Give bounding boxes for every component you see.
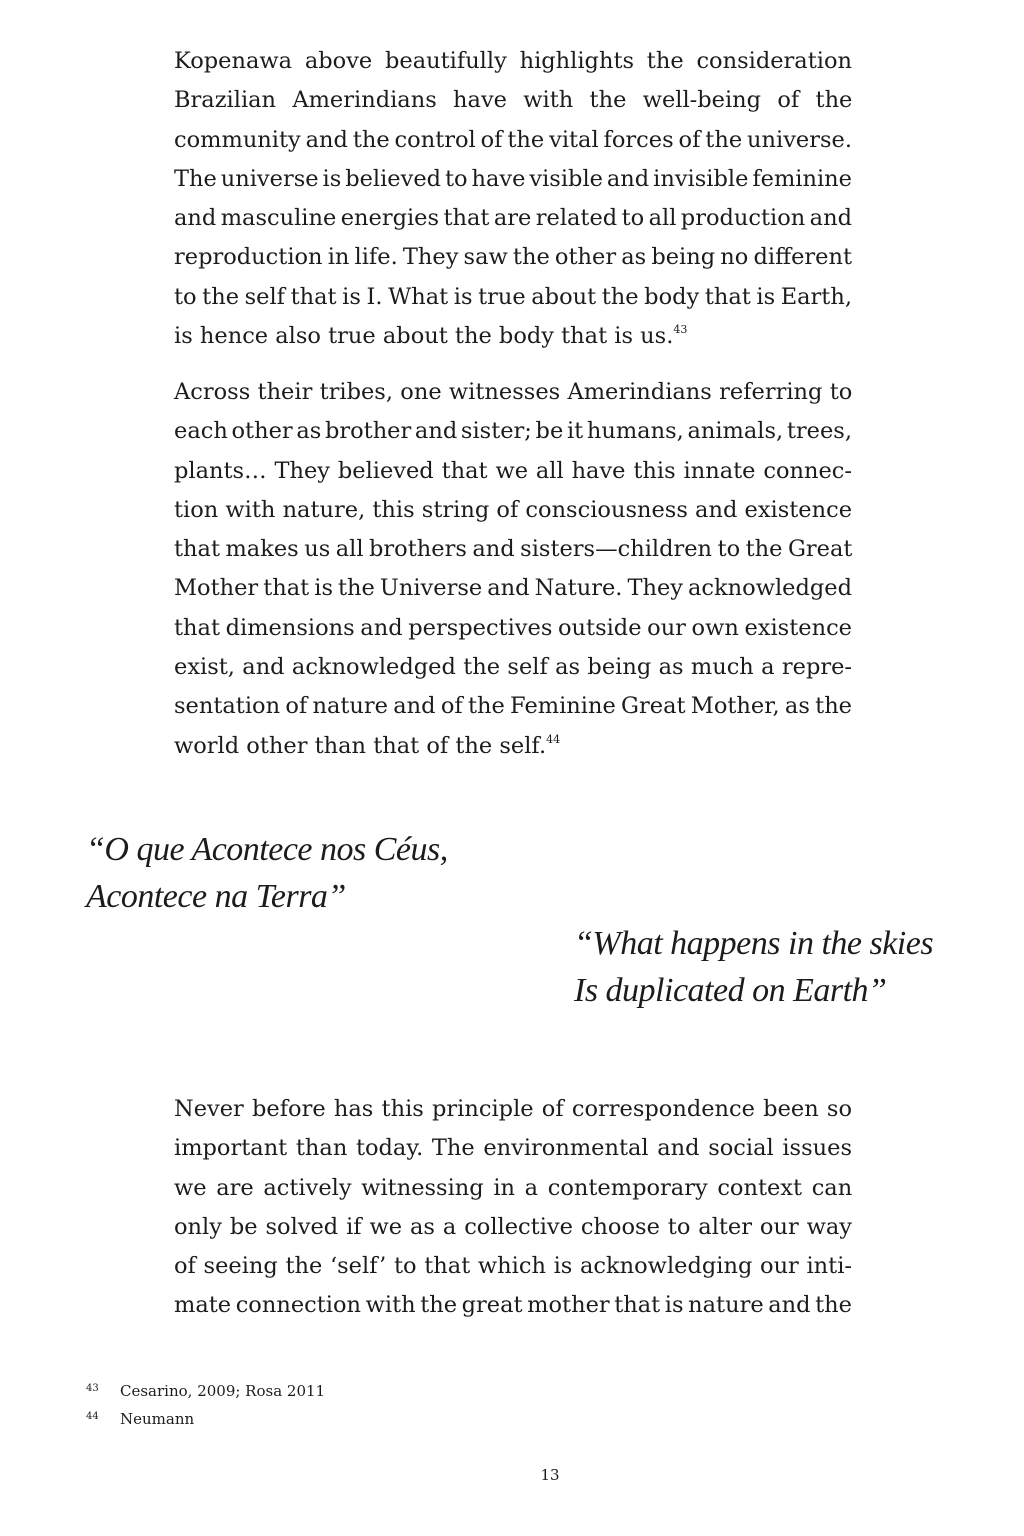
quote-line: Acontece na Terra”: [86, 878, 346, 915]
text-line: [174, 317, 852, 356]
text-line: that dimensions and perspectives outside our own existence: [174, 614, 852, 641]
text-line: [174, 727, 852, 766]
text-line: exist, and acknowledged the self as being as much a repre-: [174, 654, 853, 681]
quote-portuguese: [86, 826, 448, 920]
text-line-content: world other than that of the self.: [174, 732, 547, 759]
text-line: that makes us all brothers and sisters—children to the Great: [174, 536, 853, 563]
quote-line: Is duplicated on Earth”: [574, 972, 887, 1009]
text-line: plants… They believed that we all have this innate connec-: [174, 457, 852, 484]
text-line: important than today. The environmental and social issues: [174, 1135, 852, 1162]
text-line: reproduction in life. They saw the other as being no different: [174, 244, 852, 271]
footnote-reference[interactable]: 44: [546, 732, 561, 746]
text-line: only be solved if we as a collective choose to alter our way: [174, 1213, 852, 1240]
text-line: sentation of nature and of the Feminine Great Mother, as the: [174, 693, 852, 720]
footnotes: [86, 1376, 325, 1432]
text-line: Never before has this principle of correspondence been so: [174, 1096, 852, 1122]
text-line: Mother that is the Universe and Nature. They acknowledged: [174, 575, 852, 602]
quote-english: [574, 920, 933, 1014]
footnote-number: 44: [86, 1411, 99, 1422]
text-line: Across their tribes, one witnesses Amerindians referring to: [174, 379, 853, 405]
quote-line: “What happens in the skies: [574, 925, 934, 962]
text-line: Brazilian Amerindians have with the well-being of the: [174, 87, 853, 114]
paragraph-correspondence: [174, 1090, 852, 1326]
footnote-text: Neumann: [120, 1410, 195, 1428]
quote-line: “O que Acontece nos Céus,: [86, 831, 448, 868]
text-line: Kopenawa above beautifully highlights the consideration: [174, 48, 852, 74]
footnote-43: [86, 1376, 325, 1404]
text-line: community and the control of the vital forces of the universe.: [174, 126, 852, 153]
text-line: we are actively witnessing in a contemporary context can: [174, 1174, 853, 1201]
footnote-reference[interactable]: 43: [673, 323, 688, 337]
text-line: mate connection with the great mother that is nature and the: [174, 1292, 852, 1319]
page-number: 13: [540, 1466, 560, 1484]
text-line: each other as brother and sister; be it humans, animals, trees,: [174, 418, 852, 445]
text-line: to the self that is I. What is true about the body that is Earth,: [174, 283, 852, 310]
footnote-44: [86, 1404, 325, 1432]
text-line-content: is hence also true about the body that is us.: [174, 323, 674, 350]
text-line: The universe is believed to have visible and invisible feminine: [174, 165, 852, 192]
text-line: of seeing the ‘self’ to that which is acknowledging our inti-: [174, 1253, 852, 1280]
paragraph-amerindians: [174, 373, 852, 766]
paragraph-kopenawa: [174, 42, 852, 356]
footnote-text: Cesarino, 2009; Rosa 2011: [120, 1382, 326, 1400]
footnote-number: 43: [86, 1383, 99, 1394]
text-line: and masculine energies that are related to all production and: [174, 205, 852, 232]
text-line: tion with nature, this string of consciousness and existence: [174, 496, 853, 523]
